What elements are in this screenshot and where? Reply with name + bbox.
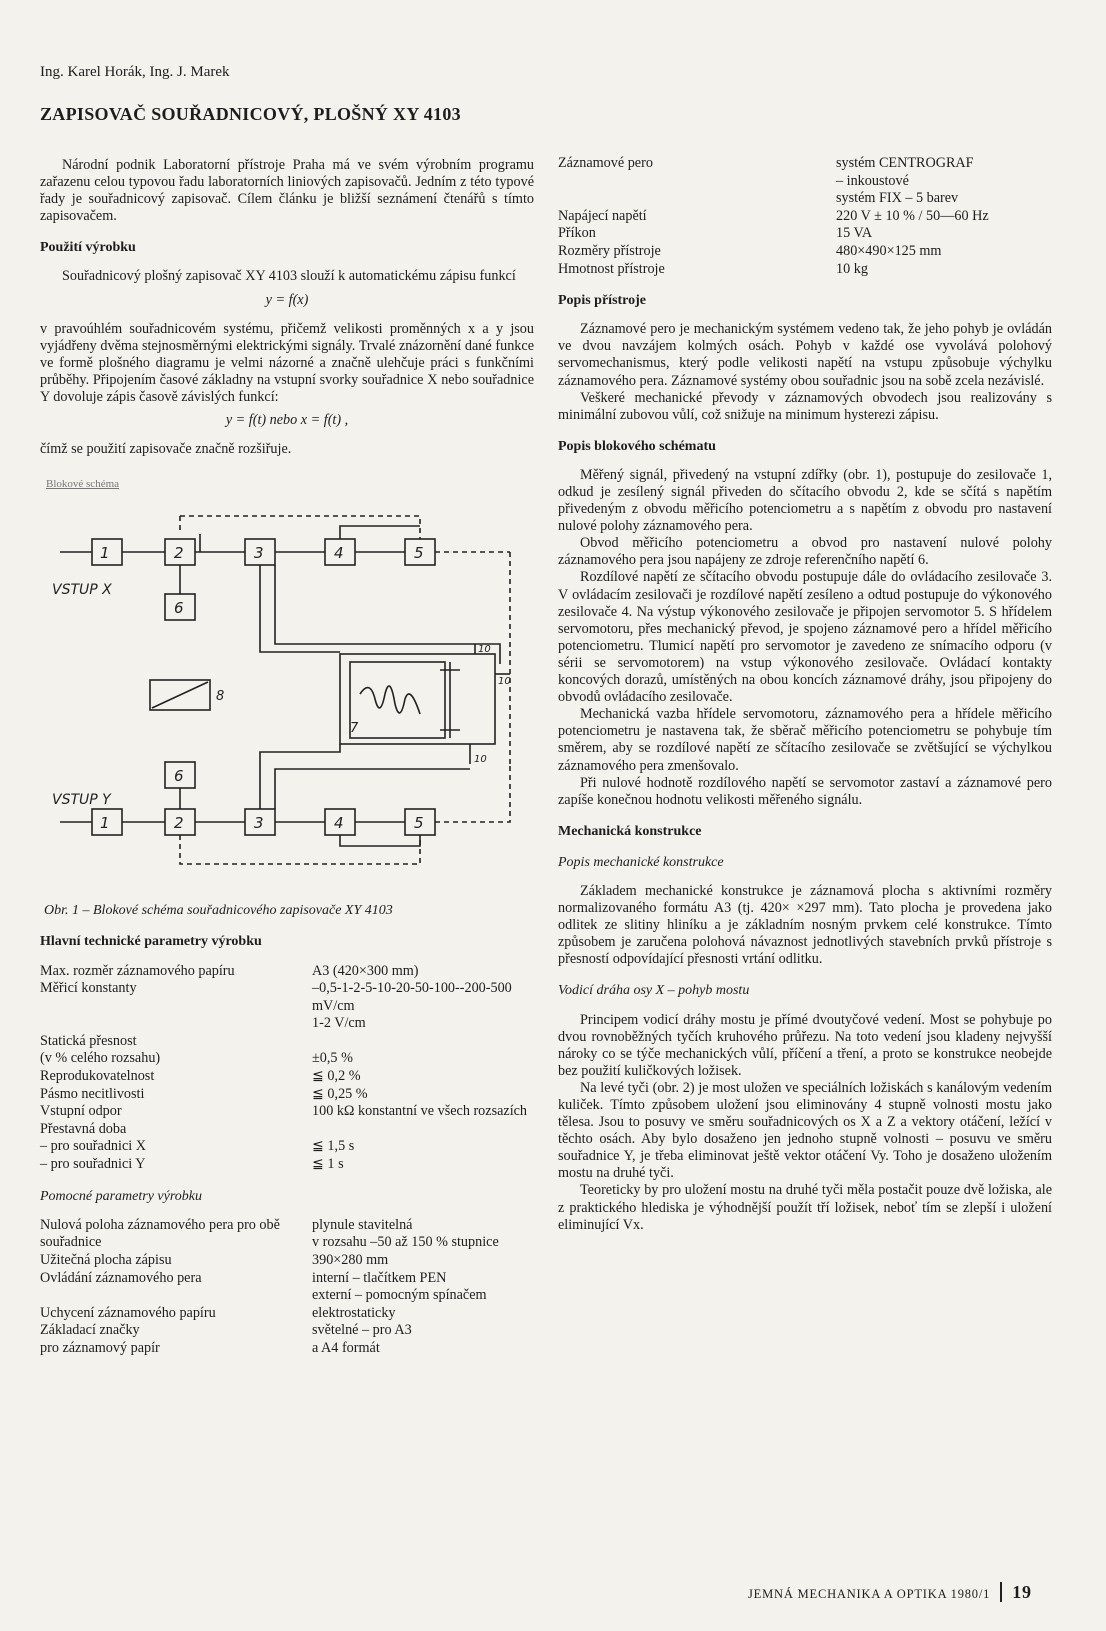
param-key: Přestavná doba – pro souřadnici X – pro souřadnici Y xyxy=(40,1120,146,1173)
param-value: 220 V ± 10 % / 50—60 Hz xyxy=(836,207,989,224)
block-1-x: 1 xyxy=(100,544,110,563)
param-row xyxy=(558,155,1052,208)
param-row xyxy=(40,1086,534,1104)
block-paragraph-2: Obvod měřicího potenciometru a obvod pro nastavení nulové polohy záznamového pera jsou napájeny ze zdroje referenčního napětí 6. xyxy=(558,535,1052,569)
right-column xyxy=(558,155,1052,1234)
param-row xyxy=(40,1305,534,1323)
use-paragraph-2: v pravoúhlém souřadnicovém systému, přičemž velikosti proměnných x a y jsou vyjádřeny dvěma stejnosměrnými elektrickými signály. Trvalé znázornění dané funkce ve formě plošného diagramu je velmi názorné a značně ulehčuje práci s funkčními průběhy. Připojením časové základny na vstupní svorky souřadnice X nebo souřadnice Y dovoluje zápis časově závislých funkcí: xyxy=(40,320,534,406)
use-heading: Použití výrobku xyxy=(40,240,136,256)
block-3-x: 3 xyxy=(254,544,264,563)
label-10-bottom: 10 xyxy=(474,754,487,766)
diagram-label: Blokové schéma xyxy=(46,478,120,491)
param-key: Pásmo necitlivosti xyxy=(40,1085,145,1102)
input-y-label: VSTUP Y xyxy=(52,792,111,809)
block-2-x: 2 xyxy=(174,544,184,563)
guide-paragraph-2: Na levé tyči (obr. 2) je most uložen ve speciálních ložiskách s kanálovým vedením kuliček. Tímto způsobem uložení jsou eliminovány 4 stupně volnosti mostu jako tělesa. Jsou to posuvy ve směru souřadnicových os X a Z a vektory otáčení, ležící v těchto osách. Aby bylo dosaženo jen jednoho stupně volnosti – posuvu ve směru souřadnice Y, je třeba eliminovat ještě vektor otáčení Vy. Toho je dosaženo uložením mostu na druhé tyči. xyxy=(558,1079,1052,1182)
block-paragraph-1: Měřený signál, přivedený na vstupní zdířky (obr. 1), postupuje do zesilovače 1, odkud je zesílený signál přiveden do sčítacího obvodu 2, kde se sčítá s napětím přivedeným z obvodu měřicího potenciometru a s napětím z obvodu pro nastavení nulové polohy záznamového pera. xyxy=(558,466,1052,535)
label-10-top: 10 xyxy=(478,644,491,656)
param-key: Vstupní odpor xyxy=(40,1103,122,1120)
param-key: Příkon xyxy=(558,225,596,242)
param-row xyxy=(40,980,534,1033)
formula-2: y = f(t) nebo x = f(t) , xyxy=(225,412,349,429)
param-row xyxy=(40,1322,534,1357)
param-row xyxy=(40,1068,534,1086)
param-key: Hmotnost přístroje xyxy=(558,260,665,277)
param-value: elektrostaticky xyxy=(312,1304,396,1321)
page-number: 19 xyxy=(1000,1582,1032,1602)
params-table xyxy=(40,963,534,1174)
param-value: ≦ 0,25 % xyxy=(312,1085,368,1102)
param-row xyxy=(40,1252,534,1270)
param-row xyxy=(40,1033,534,1068)
block-diagram xyxy=(40,494,534,894)
block-6-x: 6 xyxy=(174,599,184,618)
param-value: ≦ 1,5 s ≦ 1 s xyxy=(312,1138,355,1173)
block-4-x: 4 xyxy=(334,544,344,563)
param-value: 100 kΩ konstantní ve všech rozsazích xyxy=(312,1103,528,1120)
block-paragraph-5: Při nulové hodnotě rozdílového napětí se servomotor zastaví a záznamové pero zapíše konečnou hodnotu velikosti měřeného signálu. xyxy=(558,774,1052,808)
journal-name: JEMNÁ MECHANIKA A OPTIKA 1980/1 xyxy=(748,1587,991,1601)
label-10-right: 10 xyxy=(498,676,511,688)
params-heading: Hlavní technické parametry výrobku xyxy=(40,934,262,950)
param-row xyxy=(40,1103,534,1121)
guide-paragraph-1: Principem vodicí dráhy mostu je přímé dvoutyčové vedení. Most se pohybuje po dvou rovnoběžných tyčích kruhového průřezu. Na toto vedení jsou kladeny nejvyšší nároky co se týče mechanických vůlí, příčení a tření, a proto se konstrukce neobejde bez použití kuličkových ložisek. xyxy=(558,1011,1052,1079)
param-value: –0,5-1-2-5-10-20-50-100--200-500 mV/cm 1-2 V/cm xyxy=(312,980,512,1032)
param-key: Nulová poloha záznamového pera pro obě souřadnice xyxy=(40,1216,280,1251)
param-value: ±0,5 % xyxy=(312,1050,353,1067)
param-key: Reprodukovatelnost xyxy=(40,1068,155,1085)
formula-1: y = f(x) xyxy=(265,291,309,308)
param-value: 15 VA xyxy=(836,225,873,242)
block-7: 7 xyxy=(350,721,359,737)
param-key: Základací značky pro záznamový papír xyxy=(40,1322,160,1356)
param-key: Statická přesnost (v % celého rozsahu) xyxy=(40,1032,161,1067)
aux-table xyxy=(40,1217,534,1358)
param-value: systém CENTROGRAF – inkoustové systém FIX – 5 barev xyxy=(836,155,974,207)
block-paragraph-4: Mechanická vazba hřídele servomotoru, záznamového pera a hřídele měřicího potenciometru je nastavena tak, že sběrač měřicího potenciometru se pohybuje tím směrem, aby se rozdílové napětí ze sčítacího zesilovače se zvětšující se výchylkou záznamového pera zmenšovalo. xyxy=(558,706,1052,774)
mech-paragraph: Základem mechanické konstrukce je záznamová plocha s aktivními rozměry normalizovaného formátu A3 (tj. 420× ×297 mm). Tato plocha je provedena jako odlitek ze slitiny hliníku a je základním nosným prvkem celé konstrukce. Tímto způsobem je zaručena polohová návaznost jednotlivých stavebních prvků přístroje s přesností odpovídající přesnosti vrtání odlitku. xyxy=(558,882,1052,968)
param-value: interní – tlačítkem PEN externí – pomocným spínačem xyxy=(312,1269,487,1304)
param-value: světelné – pro A3 a A4 formát xyxy=(312,1322,412,1356)
param-value: 480×490×125 mm xyxy=(836,242,942,259)
block-heading: Popis blokového schématu xyxy=(558,438,716,454)
desc-paragraph-2: Veškeré mechanické převody v záznamových obvodech jsou realizovány s minimální zubovou vůlí, což snižuje na minimum hysterezi zápisu. xyxy=(558,389,1052,423)
block-5-x: 5 xyxy=(414,544,424,563)
param-key: Ovládání záznamového pera xyxy=(40,1269,202,1286)
desc-paragraph-1: Záznamové pero je mechanickým systémem vedeno tak, že jeho pohyb je ovládán ve dvou navzájem kolmých osách. Pohyb v každé ose vyvolává polohový servomechanismus, který podle velikosti napětí na vstupu způsobuje výchylku záznamového pera. Záznamové systémy obou souřadnic jsou na sobě zcela nezávislé. xyxy=(558,321,1052,389)
block-8: 8 xyxy=(216,689,225,705)
param-key: Max. rozměr záznamového papíru xyxy=(40,962,235,979)
param-row xyxy=(40,1121,534,1174)
param-row xyxy=(558,261,1052,279)
use-paragraph-3: čímž se použití zapisovače značně rozšiřuje. xyxy=(40,441,292,458)
block-2-y: 2 xyxy=(174,814,184,833)
mech-heading: Mechanická konstrukce xyxy=(558,823,702,839)
param-key: Rozměry přístroje xyxy=(558,242,661,259)
param-key: Uchycení záznamového papíru xyxy=(40,1304,216,1321)
param-value: ≦ 0,2 % xyxy=(312,1068,361,1085)
aux-heading: Pomocné parametry výrobku xyxy=(40,1188,202,1204)
mech-subheading: Popis mechanické konstrukce xyxy=(558,854,724,870)
param-key: Záznamové pero xyxy=(558,155,653,171)
param-row xyxy=(40,1217,534,1252)
param-row xyxy=(558,243,1052,261)
desc-heading: Popis přístroje xyxy=(558,293,647,309)
tech-table xyxy=(558,155,1052,278)
block-paragraph-3: Rozdílové napětí ze sčítacího obvodu postupuje dále do ovládacího zesilovače 3. V ovládacím zesilovači je rozdílové napětí zesíleno a odtud postupuje do výkonového zesilovače 4. Na výstup výkonového zesilovače je připojen servomotor 5. S hřídelem servomotoru, přes mechanický převod, je spojeno záznamové pero a hřídel měřicího potenciometru. Tlumicí napětí pro servomotor je zavedeno ze snímacího odporu (v sérii se servomotorem) na vstup výkonového zesilovače. Ovládací kontakty koncových dorazů, umístěných na obou koncích záznamové dráhy, jsou připojeny do obvodů ovládacího zesilovače. xyxy=(558,569,1052,706)
param-value: 10 kg xyxy=(836,260,868,277)
param-key: Napájecí napětí xyxy=(558,207,647,224)
authors: Ing. Karel Horák, Ing. J. Marek xyxy=(40,64,230,80)
guide-paragraph-3: Teoreticky by pro uložení mostu na druhé tyči měla postačit pouze dvě ložiska, ale z praktického hlediska je výhodnější použít tří ložisek, neboť tím se zlepší i uložení eliminující Vx. xyxy=(558,1182,1052,1233)
block-3-y: 3 xyxy=(254,814,264,833)
guide-subheading: Vodicí dráha osy X – pohyb mostu xyxy=(558,983,750,999)
param-key: Měřicí konstanty xyxy=(40,980,137,997)
param-row xyxy=(558,208,1052,226)
param-value: A3 (420×300 mm) xyxy=(312,962,419,979)
block-1-y: 1 xyxy=(100,814,110,833)
param-value: plynule stavitelná v rozsahu –50 až 150 % stupnice xyxy=(312,1216,499,1251)
param-row xyxy=(40,1270,534,1305)
block-6-y: 6 xyxy=(174,767,184,786)
figure-caption: Obr. 1 – Blokové schéma souřadnicového zapisovače XY 4103 xyxy=(44,903,393,919)
page-footer xyxy=(748,1582,1032,1603)
intro-paragraph: Národní podnik Laboratorní přístroje Praha má ve svém výrobním programu zařazenu celou typovou řadu laboratorních liniových zapisovačů. Jedním z této typové řady je souřadnicový zapisovač. Cílem článku je bližší seznámení čtenářů s tímto zapisovačem. xyxy=(40,157,534,225)
block-5-y: 5 xyxy=(414,814,424,833)
use-paragraph-1: Souřadnicový plošný zapisovač XY 4103 slouží k automatickému zápisu funkcí xyxy=(62,268,516,285)
block-4-y: 4 xyxy=(334,814,344,833)
input-x-label: VSTUP X xyxy=(52,582,112,599)
left-column xyxy=(40,157,534,1357)
param-row xyxy=(40,963,534,981)
param-value: 390×280 mm xyxy=(312,1251,389,1268)
param-key: Užitečná plocha zápisu xyxy=(40,1251,172,1268)
param-row xyxy=(558,225,1052,243)
article-title: ZAPISOVAČ SOUŘADNICOVÝ, PLOŠNÝ XY 4103 xyxy=(40,104,461,124)
